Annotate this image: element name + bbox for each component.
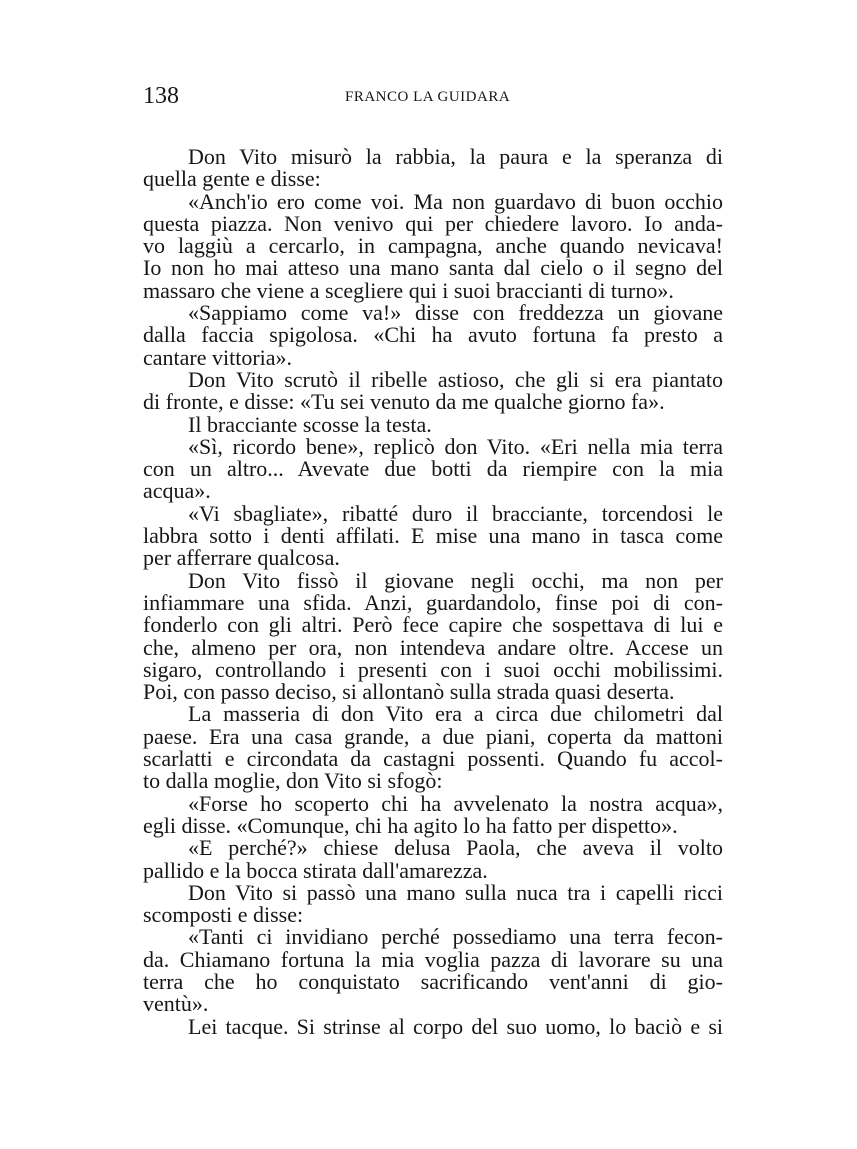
text-line: «Forse ho scoperto chi ha avvelenato la nostra acqua», <box>188 790 723 816</box>
text-line: con un altro... Avevate due botti da riempire con la mia <box>143 456 723 482</box>
page-header <box>143 82 723 112</box>
text-line: Il bracciante scosse la testa. <box>188 411 432 437</box>
text-line: paese. Era una casa grande, a due piani, coperta da mattoni <box>143 723 723 749</box>
text-line: quella gente e disse: <box>143 166 321 192</box>
text-line: acqua». <box>143 478 211 504</box>
text-line: pallido e la bocca stirata dall'amarezza. <box>143 857 488 883</box>
text-line: Lei tacque. Si strinse al corpo del suo uomo, lo baciò e si <box>188 1013 723 1039</box>
running-title: FRANCO LA GUIDARA <box>345 89 511 105</box>
text-line: cantare vittoria». <box>143 344 293 370</box>
text-line: «Vi sbagliate», ribatté duro il bracciante, torcendosi le <box>188 500 723 526</box>
text-line: scarlatti e circondata da castagni possenti. Quando fu accol- <box>143 746 723 772</box>
page-number: 138 <box>143 83 179 109</box>
text-line: egli disse. «Comunque, chi ha agito lo ha fatto per dispetto». <box>143 812 678 838</box>
text-line: La masseria di don Vito era a circa due chilometri dal <box>188 701 723 727</box>
text-line: di fronte, e disse: «Tu sei venuto da me qualche giorno fa». <box>143 389 665 415</box>
text-line: infiammare una sfida. Anzi, guardandolo, finse poi di con- <box>143 589 723 615</box>
text-line: dalla faccia spigolosa. «Chi ha avuto fortuna fa presto a <box>143 322 723 348</box>
text-line: fonderlo con gli altri. Però fece capire che sospettava di lui e <box>143 612 723 638</box>
text-line: «Anch'io ero come voi. Ma non guardavo di buon occhio <box>188 188 723 214</box>
text-line: Don Vito scrutò il ribelle astioso, che gli si era piantato <box>188 366 723 392</box>
text-line: da. Chiamano fortuna la mia voglia pazza di lavorare su una <box>143 946 723 972</box>
text-line: «Sì, ricordo bene», replicò don Vito. «Eri nella mia terra <box>188 433 723 459</box>
text-line: massaro che viene a scegliere qui i suoi braccianti di turno». <box>143 277 674 303</box>
text-line: «E perché?» chiese delusa Paola, che aveva il volto <box>188 835 723 861</box>
text-line: per afferrare qualcosa. <box>143 545 340 571</box>
text-line: scomposti e disse: <box>143 902 304 928</box>
text-line: «Tanti ci invidiano perché possediamo una terra fecon- <box>188 924 723 950</box>
text-line: ventù». <box>143 991 209 1017</box>
text-line: terra che ho conquistato sacrificando vent'anni di gio- <box>143 968 723 994</box>
text-line: vo laggiù a cercarlo, in campagna, anche quando nevicava! <box>143 233 723 259</box>
text-line: questa piazza. Non venivo qui per chiedere lavoro. Io anda- <box>143 210 723 236</box>
text-line: «Sappiamo come va!» disse con freddezza un giovane <box>188 300 723 326</box>
text-line: che, almeno per ora, non intendeva andare oltre. Accese un <box>143 634 723 660</box>
text-line: labbra sotto i denti affilati. E mise una mano in tasca come <box>143 523 723 549</box>
text-line: sigaro, controllando i presenti con i suoi occhi mobilissimi. <box>143 656 723 682</box>
text-line: Don Vito si passò una mano sulla nuca tra i capelli ricci <box>188 879 723 905</box>
text-line: to dalla moglie, don Vito si sfogò: <box>143 768 443 794</box>
text-line: Don Vito fissò il giovane negli occhi, ma non per <box>188 567 723 593</box>
text-line: Poi, con passo deciso, si allontanò sulla strada quasi deserta. <box>143 679 675 705</box>
text-line: Io non ho mai atteso una mano santa dal cielo o il segno del <box>143 255 723 281</box>
body-text <box>143 146 723 1038</box>
text-line: Don Vito misurò la rabbia, la paura e la speranza di <box>188 144 723 169</box>
